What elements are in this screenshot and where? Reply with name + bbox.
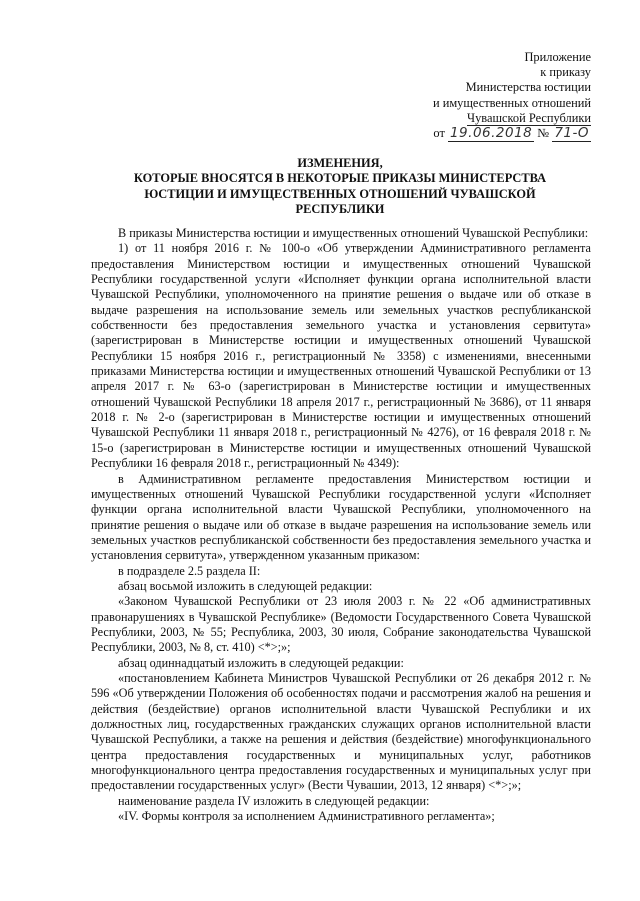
document-title (90, 156, 590, 218)
paragraph: наименование раздела IV изложить в следующей редакции: (118, 793, 430, 808)
paragraph: «IV. Формы контроля за исполнением Административного регламента»; (118, 809, 495, 824)
paragraph: 1) от 11 ноября 2016 г. № 100-о «Об утверждении Административного регламента предоставления Министерством юстиции и имущественных отношений Чувашской Республики государственной услуги «Исполняет функции органа исполнительной власти Чувашской Республики, уполномоченного на принятие решения о выдаче или об отказе в выдаче разрешения на использование земель или земельных участков республиканской собственности без предоставления земельного участка и установления сервитута» (зарегистрирован в Министерстве юстиции и имущественных отношений Чувашской Республики 15 ноября 2016 г., регистрационный № 3358) с изменениями, внесенными приказами Министерства юстиции и имущественных отношений Чувашской Республики от 13 апреля 2017 г. № 63-о (зарегистрирован в Министерстве юстиции и имущественных отношений Чувашской Республики 18 апреля 2017 г., регистрационный № 3686), от 11 января 2018 г. № 2-о (зарегистрирован в Министерстве юстиции и имущественных отношений Чувашской Республики 11 января 2018 г., регистрационный № 4276), от 16 февраля 2018 г. № 15-о (зарегистрирован в Министерстве юстиции и имущественных отношений Чувашской Республики 16 февраля 2018 г., регистрационный № 4349): (91, 241, 591, 471)
order-date-handwritten: 19.06.2018 (449, 125, 533, 142)
appendix-block (380, 50, 591, 141)
appendix-line (380, 111, 591, 126)
date-prefix: от (433, 126, 445, 141)
paragraph: «Законом Чувашской Республики от 23 июля 2003 г. № 22 «Об административных правонарушениях в Чувашской Республике» (Ведомости Государственного Совета Чувашской Республики, 2003, № 55; Республика, 2003, 30 июля, Собрание законодательства Чувашской Республики, 2003, № 8, ст. 410) <*>;»; (91, 594, 591, 655)
paragraph: В приказы Министерства юстиции и имущественных отношений Чувашской Республики: (118, 226, 589, 240)
paragraph: в Административном регламенте предоставления Министерством юстиции и имущественных отношений Чувашской Республики государственной услуги «Исполняет функции органа исполнительной власти Чувашской Республики, уполномоченного на принятие решения о выдаче или об отказе в выдаче разрешения на использование земель или земельных участков республиканской собственности без предоставления земельного участка и установления сервитута», утвержденном указанным приказом: (91, 471, 591, 563)
title-line: ЮСТИЦИИ И ИМУЩЕСТВЕННЫХ ОТНОШЕНИЙ ЧУВАШСКОЙ (144, 186, 536, 201)
document-body (91, 226, 591, 824)
paragraph: в подразделе 2.5 раздела II: (118, 563, 261, 578)
appendix-line-text: Чувашской Республики (467, 110, 591, 125)
title-line: РЕСПУБЛИКИ (295, 202, 385, 217)
number-prefix: № (537, 126, 550, 141)
title-line: КОТОРЫЕ ВНОСЯТСЯ В НЕКОТОРЫЕ ПРИКАЗЫ МИНИСТЕРСТВА (133, 171, 547, 186)
appendix-line: и имущественных отношений (432, 95, 591, 110)
appendix-line: к приказу (540, 65, 591, 80)
order-number-handwritten: 71-О (554, 125, 589, 142)
title-line: ИЗМЕНЕНИЯ, (297, 156, 383, 170)
appendix-line: Министерства юстиции (465, 80, 591, 95)
appendix-line: Приложение (524, 50, 591, 64)
paragraph: абзац восьмой изложить в следующей редакции: (118, 578, 373, 593)
paragraph: абзац одиннадцатый изложить в следующей редакции: (118, 655, 404, 670)
paragraph: «постановлением Кабинета Министров Чувашской Республики от 26 декабря 2012 г. № 596 «Об утверждении Положения об особенностях подачи и рассмотрения жалоб на решения и действия (бездействие) органов исполнительной власти Чувашской Республики и их должностных лиц, государственных гражданских служащих органов исполнительной власти Чувашской Республики, а также на решения и действия (бездействие) многофункционального центра предоставления государственных и муниципальных услуг, работников многофункционального центра предоставления государственных и муниципальных услуг при предоставлении государственных услуг» (Вести Чувашии, 2013, 12 января) <*>;»; (91, 670, 591, 793)
order-date-number (380, 126, 591, 141)
